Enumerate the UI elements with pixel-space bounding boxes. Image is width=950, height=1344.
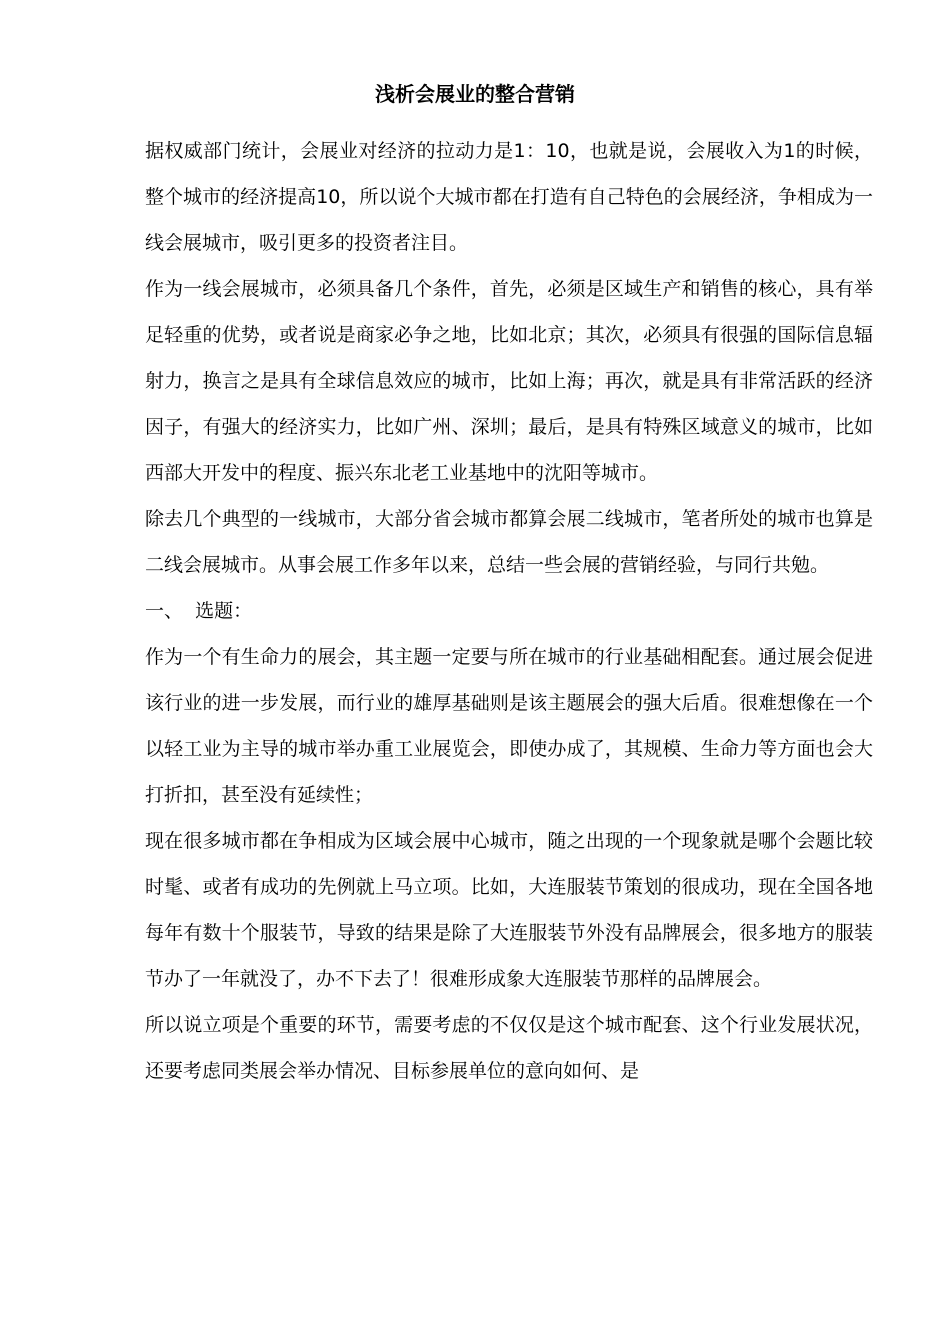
document-title: 浅析会展业的整合营销 [375,82,575,106]
paragraph-trend-following: 现在很多城市都在争相成为区域会展中心城市，随之出现的一个现象就是哪个会题比较时髦、或者有成功的先例就上马立项。比如，大连服装节策划的很成功，现在全国各地每年有数十个服装节，导致的结果是除了大连服装节外没有品牌展会，很多地方的服装节办了一年就没了，办不下去了！很难形成象大连服装节那样的品牌展会。 [145,830,873,990]
section-heading [145,588,873,634]
paragraph-second-tier-cities: 除去几个典型的一线城市，大部分省会城市都算会展二线城市，笔者所处的城市也算是二线会展城市。从事会展工作多年以来，总结一些会展的营销经验，与同行共勉。 [145,508,873,576]
document-body [145,128,873,1094]
section-title: 选题： [195,600,253,622]
paragraph-first-tier-conditions: 作为一线会展城市，必须具备几个条件，首先，必须是区域生产和销售的核心，具有举足轻重的优势，或者说是商家必争之地，比如北京；其次，必须具有很强的国际信息辐射力，换言之是具有全球信息效应的城市，比如上海；再次，就是具有非常活跃的经济因子，有强大的经济实力，比如广州、深圳；最后，是具有特殊区域意义的城市，比如西部大开发中的程度、振兴东北老工业基地中的沈阳等城市。 [145,278,873,484]
paragraph-topic-matching: 作为一个有生命力的展会，其主题一定要与所在城市的行业基础相配套。通过展会促进该行业的进一步发展，而行业的雄厚基础则是该主题展会的强大后盾。很难想像在一个以轻工业为主导的城市举办重工业展览会，即使办成了，其规模、生命力等方面也会大打折扣，甚至没有延续性； [145,646,873,806]
section-number: 一、 [145,600,184,622]
paragraph-project-approval: 所以说立项是个重要的环节，需要考虑的不仅仅是这个城市配套、这个行业发展状况，还要考虑同类展会举办情况、目标参展单位的意向如何、是 [145,1014,873,1082]
paragraph-statistics: 据权威部门统计，会展业对经济的拉动力是1：10，也就是说，会展收入为1的时候，整个城市的经济提高10，所以说个大城市都在打造有自己特色的会展经济，争相成为一线会展城市，吸引更多的投资者注目。 [145,140,873,254]
